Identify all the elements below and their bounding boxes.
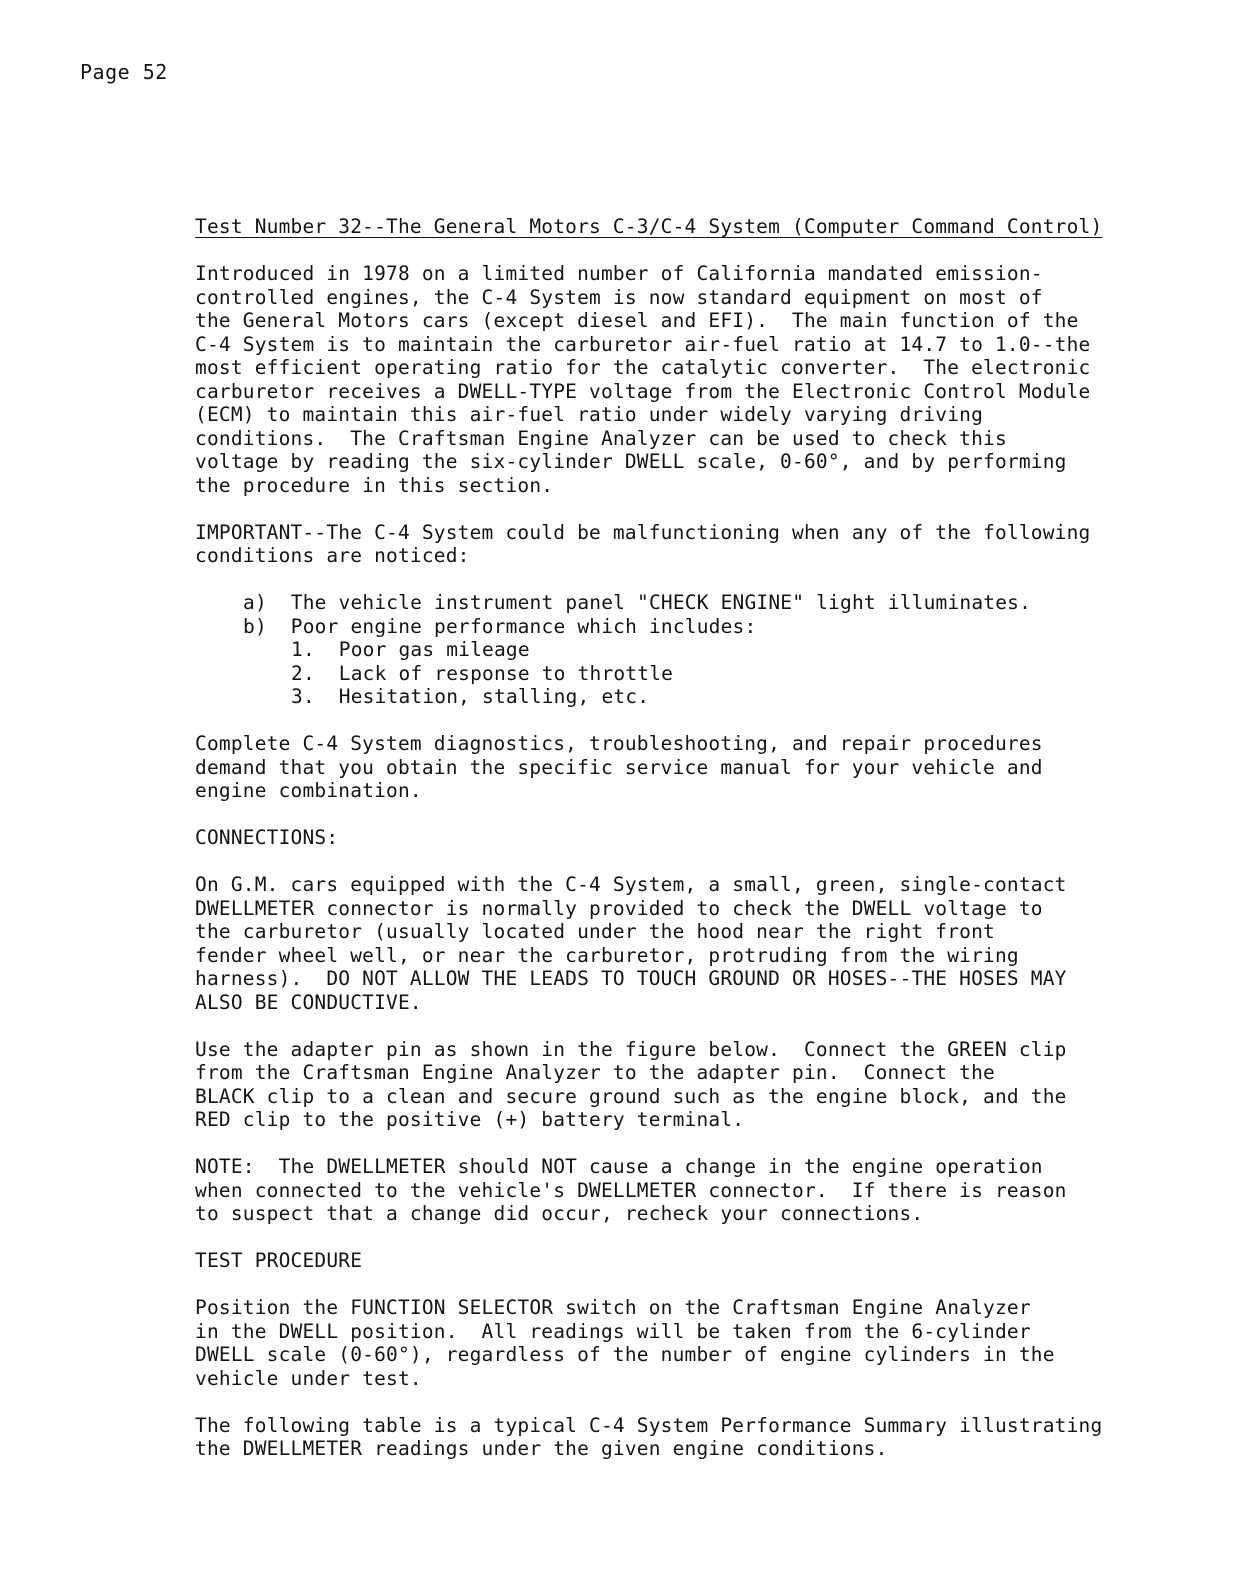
- page-number: Page 52: [80, 60, 168, 84]
- paragraph-line: C-4 System is to maintain the carburetor air-fuel ratio at 14.7 to 1.0--the: [195, 332, 1091, 356]
- paragraph-line: the General Motors cars (except diesel and EFI). The main function of the: [195, 309, 1079, 332]
- note-paragraph: [195, 1155, 1095, 1226]
- paragraph-line: the procedure in this section.: [195, 473, 554, 497]
- paragraph-line: vehicle under test.: [195, 1366, 422, 1390]
- paragraph-line: Use the adapter pin as shown in the figure below. Connect the GREEN clip: [195, 1037, 1067, 1061]
- list-item: 2. Lack of response to throttle: [291, 661, 674, 685]
- connections-heading: [195, 826, 1095, 850]
- paragraph-line: the DWELLMETER readings under the given engine conditions.: [195, 1437, 888, 1460]
- paragraph-line: harness). DO NOT ALLOW THE LEADS TO TOUCH GROUND OR HOSES--THE HOSES MAY: [195, 967, 1067, 990]
- paragraph-line: RED clip to the positive (+) battery terminal.: [195, 1108, 745, 1131]
- paragraph-line: BLACK clip to a clean and secure ground such as the engine block, and the: [195, 1084, 1067, 1108]
- connections-paragraph: [195, 873, 1095, 1014]
- paragraph-line: conditions are noticed:: [195, 544, 470, 567]
- paragraph-line: demand that you obtain the specific service manual for your vehicle and: [195, 755, 1043, 779]
- paragraph-line: NOTE: The DWELLMETER should NOT cause a change in the engine operation: [195, 1155, 1043, 1178]
- section-title-text: Test Number 32--The General Motors C-3/C-4 System (Computer Command Control): [195, 215, 1103, 238]
- paragraph-line: from the Craftsman Engine Analyzer to the adapter pin. Connect the: [195, 1061, 995, 1084]
- paragraph-line: conditions. The Craftsman Engine Analyzer can be used to check this: [195, 426, 1007, 450]
- symptom-list: [243, 591, 1095, 638]
- paragraph-line: the carburetor (usually located under the hood near the right front: [195, 920, 995, 943]
- paragraph-line: carburetor receives a DWELL-TYPE voltage from the Electronic Control Module: [195, 379, 1091, 403]
- paragraph-line: On G.M. cars equipped with the C-4 System, a small, green, single-contact: [195, 873, 1067, 896]
- adapter-paragraph: [195, 1038, 1095, 1132]
- paragraph-line: in the DWELL position. All readings will be taken from the 6-cylinder: [195, 1319, 1031, 1343]
- paragraph-line: most efficient operating ratio for the catalytic converter. The electronic: [195, 356, 1091, 379]
- table-intro-paragraph: [195, 1413, 1103, 1461]
- heading-text: TEST PROCEDURE: [195, 1249, 363, 1272]
- position-paragraph: [195, 1296, 1095, 1390]
- paragraph-line: Position the FUNCTION SELECTOR switch on the Craftsman Engine Analyzer: [195, 1296, 1031, 1319]
- important-paragraph: [195, 521, 1095, 568]
- paragraph-line: (ECM) to maintain this air-fuel ratio under widely varying driving: [195, 403, 984, 426]
- section-title: [195, 215, 1103, 239]
- paragraph-line: DWELLMETER connector is normally provided to check the DWELL voltage to: [195, 896, 1043, 920]
- paragraph-line: IMPORTANT--The C-4 System could be malfunctioning when any of the following: [195, 520, 1091, 544]
- list-item: b) Poor engine performance which includes:: [243, 614, 757, 638]
- paragraph-line: engine combination.: [195, 779, 422, 802]
- complete-paragraph: [195, 732, 1095, 803]
- heading-text: CONNECTIONS:: [195, 826, 339, 849]
- performance-sublist: [291, 638, 1095, 709]
- paragraph-line: voltage by reading the six-cylinder DWELL scale, 0-60°, and by performing: [195, 450, 1067, 473]
- document-body: [195, 215, 1103, 1461]
- paragraph-line: Complete C-4 System diagnostics, troubleshooting, and repair procedures: [195, 732, 1043, 755]
- list-item: 1. Poor gas mileage: [291, 638, 530, 661]
- paragraph-line: controlled engines, the C-4 System is now standard equipment on most of: [195, 285, 1043, 309]
- test-procedure-heading: [195, 1249, 1095, 1273]
- paragraph-line: fender wheel well, or near the carburetor, protruding from the wiring: [195, 943, 1019, 967]
- paragraph-line: to suspect that a change did occur, recheck your connections.: [195, 1202, 924, 1225]
- list-item: 3. Hesitation, stalling, etc.: [291, 685, 650, 708]
- paragraph-line: DWELL scale (0-60°), regardless of the number of engine cylinders in the: [195, 1343, 1055, 1366]
- paragraph-line: when connected to the vehicle's DWELLMETER connector. If there is reason: [195, 1178, 1067, 1202]
- paragraph-line: Introduced in 1978 on a limited number of California mandated emission-: [195, 262, 1043, 285]
- paragraph-line: ALSO BE CONDUCTIVE.: [195, 990, 422, 1014]
- paragraph-line: The following table is a typical C-4 System Performance Summary illustrating: [195, 1413, 1103, 1437]
- list-item: a) The vehicle instrument panel "CHECK ENGINE" light illuminates.: [243, 591, 1032, 614]
- intro-paragraph: [195, 262, 1095, 497]
